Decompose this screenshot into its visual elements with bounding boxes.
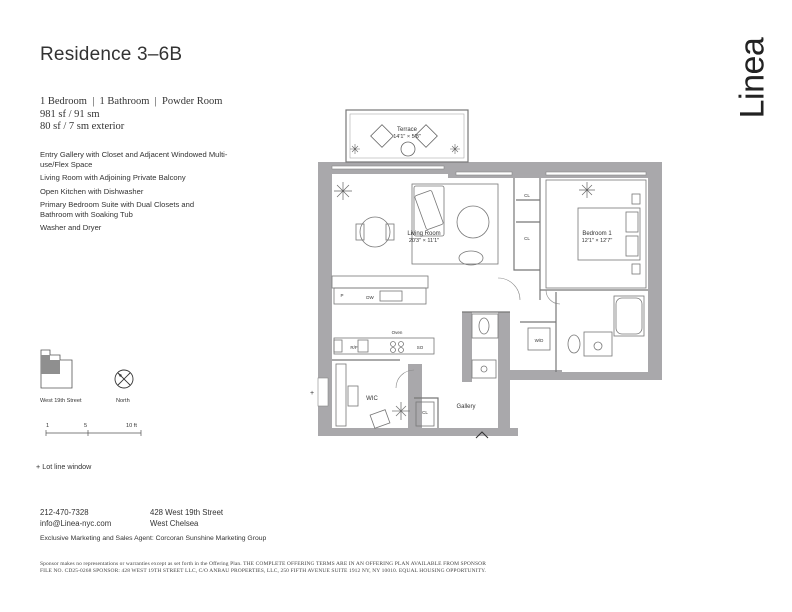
terrace-plant-icon [350,144,460,154]
bedroom-name: Bedroom 1 [582,231,612,237]
bedroom-plant-icon [579,182,595,198]
address-line-1: 428 West 19th Street [150,508,224,517]
north-label: North [116,398,130,404]
contact-email[interactable]: info@Linea-nyc.com [40,519,112,528]
closet-label: CL [524,193,530,198]
terrace-dims: 14'1" × 5'8" [393,134,421,140]
washer-dryer-label: W/D [534,338,544,343]
gallery-closet-label: CL [422,410,428,415]
disclaimer-line-1: Sponsor makes no representations or warranties except as set forth in the Offering Plan. THE COMPLETE OFFERING TERMS ARE IN AN OFFERING PLAN AVAILABLE FROM SPONSOR [40,561,486,567]
lot-line-marker: + [309,390,315,397]
feature-item: Primary Bedroom Suite with Dual Closets and Bathroom with Soaking Tub [40,200,195,219]
interior-partitions [332,178,648,428]
lot-line-note: + Lot line window [36,462,92,471]
kitchen [332,276,434,354]
windows [318,166,646,406]
living-plant-icon [334,182,352,200]
residence-title: Residence 3–6B [40,44,183,65]
fridge-label: R/F [350,345,358,350]
address-line-2: West Chelsea [150,519,199,528]
oven-label: Oven [391,330,403,335]
street-label: West 19th Street [40,398,82,404]
dishwasher-label: DW [366,295,374,300]
closet-label: CL [524,236,530,241]
wic-label: WIC [366,396,378,402]
bathroom-fixtures [472,296,644,378]
scale-tick-10: 10 ft [126,423,137,429]
living-room-furniture [356,184,498,265]
feature-item: Washer and Dryer [40,223,102,232]
interior-area: 981 sf / 91 sm [40,108,100,120]
logo-text: Linea [733,37,772,119]
sales-agent: Exclusive Marketing and Sales Agent: Corcoran Sunshine Marketing Group [40,535,267,542]
pantry-label: P [340,293,344,298]
gallery-label: Gallery [456,404,476,410]
disclaimer-line-2: FILE NO. CD25-0268 SPONSOR: 428 WEST 19TH STREET LLC, C/O ANBAU PROPERTIES, LLC, 250 FIFTH AVENUE SUITE 1912 NY, NY 10010. EQUAL HOUSING OPPORTUNITY. [40,568,486,574]
feature-item: Open Kitchen with Dishwasher [40,186,144,196]
scale-tick-1: 1 [46,423,50,429]
living-room-name: Living Room [407,231,441,237]
contact-phone[interactable]: 212-470-7328 [40,508,89,517]
feature-item: Living Room with Adjoining Private Balcony [40,173,186,182]
residence-layout: 1 Bedroom | 1 Bathroom | Powder Room [40,96,223,107]
exterior-area: 80 sf / 7 sm exterior [40,121,125,132]
scale-tick-5: 5 [84,423,88,429]
terrace-name: Terrace [396,127,418,133]
bedroom-dims: 12'1" × 12'7" [581,238,613,244]
feature-item: Entry Gallery with Closet and Adjacent Windowed Multi-use/Flex Space [40,150,228,169]
so-label: SO [416,345,424,350]
living-room-dims: 20'3" × 11'1" [408,238,440,244]
